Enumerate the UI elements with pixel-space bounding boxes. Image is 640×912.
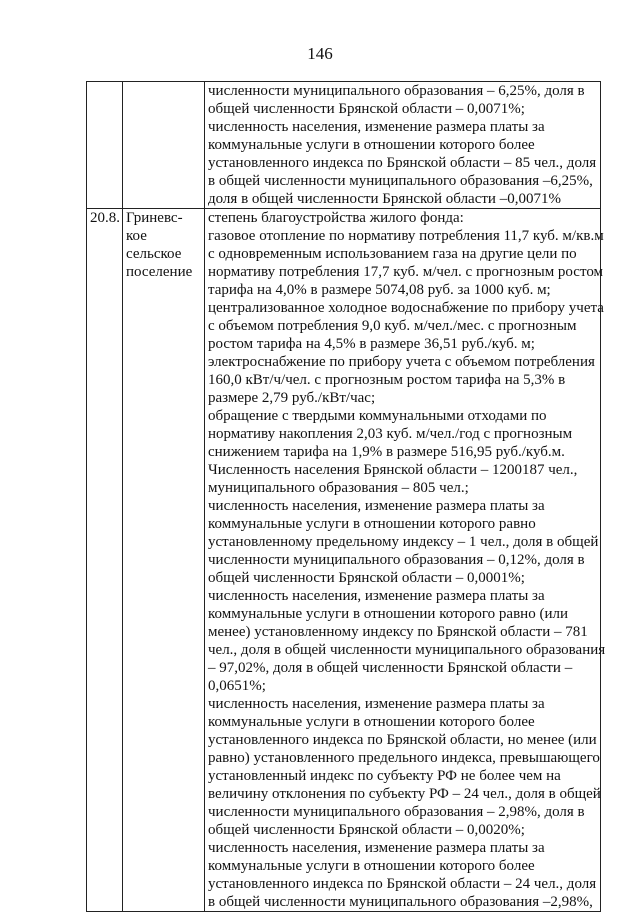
text-line: – 97,02%, доля в общей численности Брянской области – <box>208 660 573 676</box>
text-line: тарифа на 4,0% в размере 5074,08 руб. за 1000 куб. м; <box>208 282 551 298</box>
text-line: численность населения, изменение размера платы за <box>208 119 545 135</box>
text-line: нормативу накопления 2,03 куб. м/чел./год с прогнозным <box>208 426 573 442</box>
text-line: численности муниципального образования – 2,98%, доля в <box>208 804 585 820</box>
text-line: ростом тарифа на 4,5% в размере 36,51 руб./куб. м; <box>208 336 535 352</box>
text-line: доля в общей численности Брянской области –0,0071% <box>208 191 561 207</box>
settlement-name-cell <box>123 209 205 912</box>
table-row <box>87 82 601 209</box>
settlement-name-line: сельское <box>126 246 182 262</box>
description-cell <box>205 209 606 912</box>
text-line: чел., доля в общей численности муниципального образования <box>208 642 606 658</box>
text-line: 0,0651%; <box>208 678 266 694</box>
text-line: Численность населения Брянской области – 1200187 чел., <box>208 462 578 478</box>
text-line: равно) установленного предельного индекса, превышающего <box>208 750 600 766</box>
document-table <box>86 81 606 912</box>
settlement-name-line: поселение <box>126 264 193 280</box>
text-line: в общей численности муниципального образования –2,98%, <box>208 894 593 910</box>
text-line: установленного индекса по Брянской области – 85 чел., доля <box>208 155 597 171</box>
text-line: в общей численности муниципального образования –6,25%, <box>208 173 593 189</box>
text-line: коммунальные услуги в отношении которого более <box>208 858 535 874</box>
text-line: степень благоустройства жилого фонда: <box>208 210 464 226</box>
page-number: 146 <box>307 44 333 63</box>
text-line: муниципального образования – 805 чел.; <box>208 480 469 496</box>
text-line: размере 2,79 руб./кВт/час; <box>208 390 376 406</box>
text-line: коммунальные услуги в отношении которого равно <box>208 516 536 532</box>
text-line: 160,0 кВт/ч/чел. с прогнозным ростом тарифа на 5,3% в <box>208 372 566 388</box>
text-line: нормативу потребления 17,7 куб. м/чел. с прогнозным ростом <box>208 264 604 280</box>
text-line: газовое отопление по нормативу потребления 11,7 куб. м/кв.м <box>208 228 604 244</box>
text-line: централизованное холодное водоснабжение по прибору учета <box>208 300 604 316</box>
text-line: величину отклонения по субъекту РФ – 24 чел., доля в общей <box>208 786 601 802</box>
text-line: общей численности Брянской области – 0,0071%; <box>208 101 525 117</box>
text-line: общей численности Брянской области – 0,0001%; <box>208 570 525 586</box>
text-line: с одновременным использованием газа на другие цели по <box>208 246 577 262</box>
text-line: снижением тарифа на 1,9% в размере 516,95 руб./куб.м. <box>208 444 565 460</box>
text-line: обращение с твердыми коммунальными отходами по <box>208 408 547 424</box>
text-line: численность населения, изменение размера платы за <box>208 696 545 712</box>
text-line: установленного индекса по Брянской области, но менее (или <box>208 732 597 748</box>
text-line: численности муниципального образования – 6,25%, доля в <box>208 83 585 99</box>
text-line: численность населения, изменение размера платы за <box>208 588 545 604</box>
text-line: с объемом потребления 9,0 куб. м/чел./мес. с прогнозным <box>208 318 577 334</box>
text-line: коммунальные услуги в отношении которого более <box>208 137 535 153</box>
text-line: коммунальные услуги в отношении которого более <box>208 714 535 730</box>
text-line: численность населения, изменение размера платы за <box>208 498 545 514</box>
text-line: численности муниципального образования – 0,12%, доля в <box>208 552 585 568</box>
settlement-name-cell <box>123 82 205 209</box>
row-number-cell <box>87 82 123 209</box>
settlement-name-line: Гриневс- <box>126 210 183 226</box>
text-line: менее) установленному индексу по Брянской области – 781 <box>208 624 588 640</box>
text-line: установленного индекса по Брянской области – 24 чел., доля <box>208 876 597 892</box>
table-row <box>87 209 601 912</box>
row-number-cell <box>87 209 123 912</box>
text-line: коммунальные услуги в отношении которого равно (или <box>208 606 568 622</box>
settlement-name-line: кое <box>126 228 147 244</box>
text-line: общей численности Брянской области – 0,0020%; <box>208 822 525 838</box>
text-line: установленный индекс по субъекту РФ не более чем на <box>208 768 561 784</box>
text-line: установленному предельному индексу – 1 чел., доля в общей <box>208 534 599 550</box>
text-line: численность населения, изменение размера платы за <box>208 840 545 856</box>
text-line: электроснабжение по прибору учета с объемом потребления <box>208 354 595 370</box>
description-cell <box>205 82 601 209</box>
row-number: 20.8. <box>90 210 120 226</box>
